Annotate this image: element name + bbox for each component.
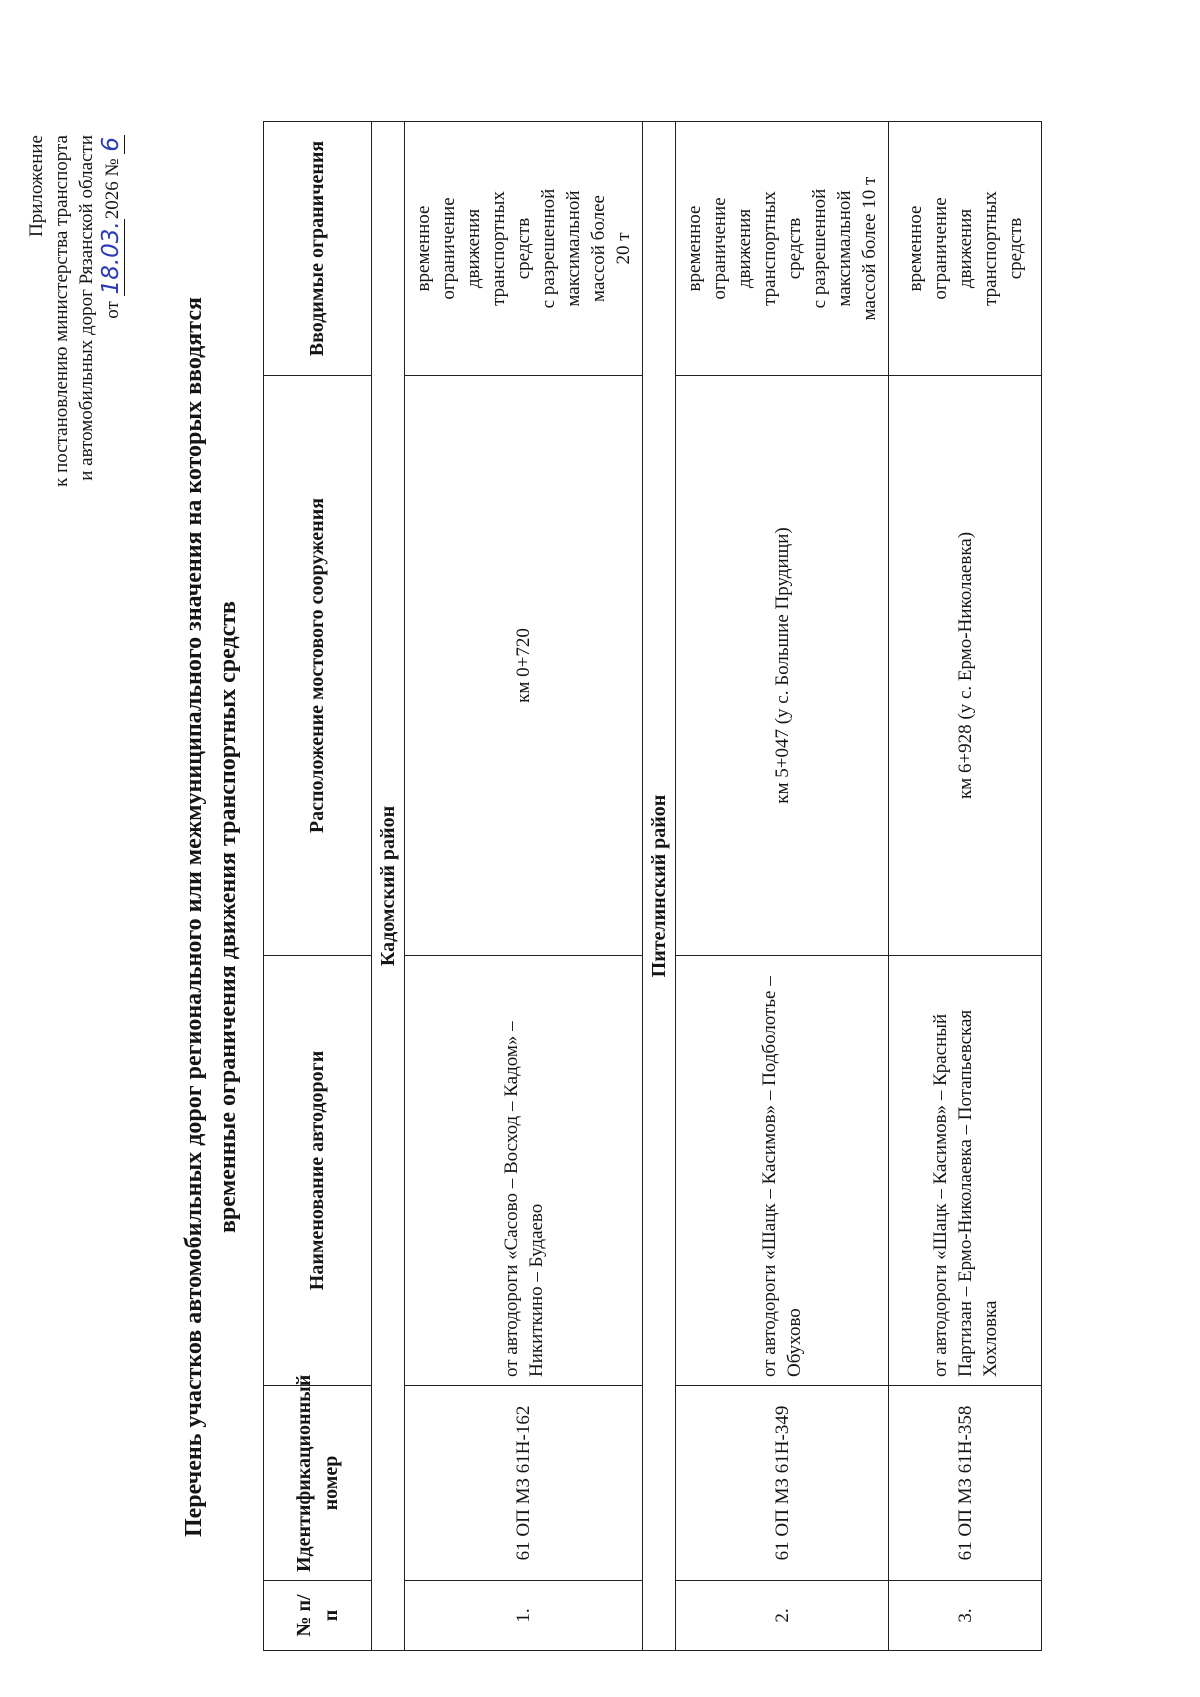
- cell-id: 61 ОП МЗ 61Н-349: [676, 1386, 889, 1581]
- cell-restriction: [889, 122, 1042, 376]
- restriction-line: с разрешенной: [809, 188, 830, 309]
- restriction-line: максимальной: [834, 190, 855, 307]
- table-row: [405, 122, 643, 1651]
- restriction-line: движения: [734, 208, 755, 289]
- cell-location: км 5+047 (у с. Большие Прудищи): [676, 376, 889, 956]
- column-header-id: Идентификационный номер: [264, 1386, 372, 1581]
- district-row: [643, 122, 676, 1651]
- cell-location: км 0+720: [405, 376, 643, 956]
- restriction-line: с разрешенной: [538, 188, 559, 309]
- cell-restriction: [405, 122, 643, 376]
- restriction-line: ограничение: [929, 197, 951, 300]
- column-header-road: Наименование автодороги: [264, 956, 372, 1386]
- restriction-line: движения: [463, 208, 484, 289]
- cell-id: 61 ОП МЗ 61Н-162: [405, 1386, 643, 1581]
- date-suffix: 2026 №: [102, 158, 123, 220]
- district-row: [372, 122, 405, 1651]
- restriction-line: 20 т: [613, 232, 634, 265]
- restriction-line: временное: [904, 205, 926, 292]
- restriction-line: массой более: [588, 195, 609, 302]
- restriction-line: средств: [784, 217, 805, 280]
- restriction-line: временное: [684, 205, 705, 292]
- title-line: временные ограничения движения транспортных средств: [215, 600, 241, 1234]
- appendix-header: [24, 135, 125, 695]
- document-title: [177, 217, 245, 1617]
- restriction-line: максимальной: [563, 190, 584, 307]
- column-header-location: Расположение мостового сооружения: [264, 376, 372, 956]
- cell-road: от автодороги «Сасово – Восход – Кадом» – Никиткино – Будаево: [405, 956, 643, 1386]
- restriction-line: массой более 10 т: [859, 176, 880, 321]
- restriction-line: транспортных: [488, 191, 509, 306]
- restriction-line: временное: [413, 205, 434, 292]
- cell-location: км 6+928 (у с. Ермо-Николаевка): [889, 376, 1042, 956]
- column-header-num: № п/п: [264, 1581, 372, 1651]
- restriction-line: движения: [954, 208, 976, 289]
- cell-road: от автодороги «Шацк – Касимов» – Красный Партизан – Ермо-Николаевка – Потапьевская Хохловка: [889, 956, 1042, 1386]
- district-name: Пителинский район: [643, 122, 676, 1651]
- handwritten-number: 6: [98, 137, 124, 152]
- cell-num: 2.: [676, 1581, 889, 1651]
- restriction-line: ограничение: [438, 197, 459, 300]
- column-header-restriction: Вводимые ограничения: [264, 122, 372, 376]
- cell-id: 61 ОП МЗ 61Н-358: [889, 1386, 1042, 1581]
- appendix-line: и автомобильных дорог Рязанской области: [76, 135, 97, 481]
- cell-road: от автодороги «Шацк – Касимов» – Подболотье – Обухово: [676, 956, 889, 1386]
- restriction-line: транспортных: [979, 191, 1001, 306]
- cell-num: 3.: [889, 1581, 1042, 1651]
- cell-restriction: [676, 122, 889, 376]
- restrictions-table: [263, 121, 1042, 1651]
- appendix-title: Приложение: [26, 135, 47, 237]
- appendix-line: к постановлению министерства транспорта: [51, 135, 72, 487]
- restriction-line: ограничение: [709, 197, 730, 300]
- restriction-line: средств: [513, 217, 534, 280]
- restriction-line: транспортных: [759, 191, 780, 306]
- date-prefix: от: [102, 301, 123, 319]
- table-header-row: [264, 122, 372, 1651]
- table-row: [889, 122, 1042, 1651]
- handwritten-date: 18.03.: [98, 221, 124, 295]
- title-line: Перечень участков автомобильных дорог регионального или межмуниципального значения на которых вводятся: [181, 296, 207, 1538]
- cell-num: 1.: [405, 1581, 643, 1651]
- district-name: Кадомский район: [372, 122, 405, 1651]
- appendix-date-line: [99, 135, 125, 695]
- restriction-line: средств: [1004, 217, 1026, 280]
- table-row: [676, 122, 889, 1651]
